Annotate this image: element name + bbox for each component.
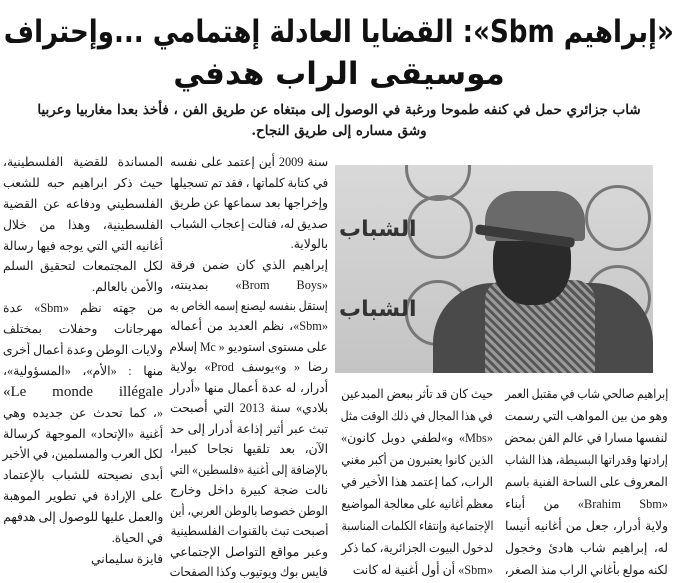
text-line: بالإضافة إلى أغنية «فلسطين» التي (170, 462, 328, 477)
headline-line-1: «إبراهيم Sbm»: القضايا العادلة إهتمامي ...وإحتراف (3, 14, 675, 50)
text-line: الآن، بعد تلقيها نجاحا كبيرا، (170, 442, 328, 456)
text-line: منها : «الأم»، «المسؤولية»، (3, 363, 163, 378)
text-line: سنة 2009 أين إعتمد على نفسه (170, 155, 328, 169)
text-line: والأمن بالعالم. (92, 280, 163, 295)
subheadline-line-1: شاب جزائري حمل في كنفه طموحا ورغبة في الوصول إلى مبتغاه عن طريق الفن ، فأخذ بعدا مغاربيا وعربيا (37, 102, 641, 118)
text-line: من جهته نظم «Sbm» عدة (3, 301, 163, 316)
text-line: صديق له، فنالت إعجاب الشباب (170, 216, 328, 231)
text-line: «Sbm»، نظم العديد من أعماله (170, 319, 328, 333)
text-line: وعبر مواقع التواصل الإجتماعي (170, 544, 328, 559)
text-line: إبراهيم صالحي شاب في مقتبل العمر (505, 387, 668, 401)
text-line: له، إبراهيم شاب هادئ وخجول (505, 541, 668, 555)
author-byline: فايزة سليماني (91, 551, 163, 566)
text-line: الوطن خصوصا بالوطن العربي، أين (170, 503, 328, 518)
text-line: المعروف على الساحة الفنية باسم (505, 475, 668, 489)
text-line: الراب، كما إعتمد هذا الأخير في (341, 475, 493, 489)
text-line: الذين كانوا يعتبرون من أكبر مغني (340, 453, 493, 467)
text-line: لكنه مولع بأغاني الراب منذ الصغر، (505, 563, 668, 577)
text-line: «Sbm» أن أول أغنية له كانت (352, 563, 493, 577)
backdrop-emblem (585, 185, 651, 251)
text-line: لدخول البيوت الجزائرية، كما ذكر (341, 541, 493, 555)
text-line: حيث كان قد تأثر ببعض المبدعين (341, 387, 493, 401)
text-line: ولاية أدرار، جعل من أغانيه أنيسا (505, 519, 668, 533)
text-line: الفلسطيني ودفاعه عن القضية (3, 196, 163, 211)
text-line: رضا « و»يوسف Prod» بولاية (170, 360, 328, 374)
text-line: مهرجانات وحفلات بمختلف (3, 322, 163, 337)
text-line: حيث ذكر ابراهيم حبه للشعب (3, 175, 163, 190)
text-line: وإخراجها بعد سماعها عن طريق (170, 196, 328, 210)
headline-line-2: موسيقى الراب هدفي (173, 56, 505, 92)
text-line: إرادتها وقدراتها البسيطة، هذا الشاب (504, 453, 668, 467)
text-line: المساندة للقضية الفلسطينية، (3, 155, 163, 169)
text-line: إبراهيم الذي كان ضمن فرقة (170, 257, 328, 272)
subheadline-line-2: وشق مساره إلى طريق النجاح. (251, 123, 427, 139)
text-line: إستقل بنفسه ليصنع إسمه الخاص به (169, 298, 328, 313)
text-line: أغانيه التي التي يوجه فيها رسالة (3, 238, 163, 253)
text-line: أدرار، له عدة أعمال منها «أدرار (170, 380, 328, 395)
text-line: ولايات الوطن وعدة أعمال أخرى (3, 343, 163, 358)
article-column-3 (170, 152, 328, 583)
text-line: أبدى نصيحته للشباب بالإعتماد (3, 468, 163, 483)
article-column-4 (3, 152, 163, 570)
backdrop-emblem (407, 195, 473, 259)
backdrop-logo: الشباب (339, 297, 417, 322)
text-line: في كتابة كلماتها ، فقد تم تسجيلها (169, 175, 328, 190)
text-line: Le monde illégale» (3, 383, 163, 400)
text-line: على الإرادة في تطوير الموهبة (3, 489, 163, 504)
article-column-1 (505, 383, 668, 581)
text-line: بالولاية. (290, 237, 328, 251)
text-line: تبث عبر أثير إذاعة أدرار إلى حد (170, 421, 328, 436)
text-line: «Brahim Sbm» من أبناء (505, 497, 669, 511)
text-line: على مستوى استوديو « Mc إسلام (170, 339, 328, 354)
text-line: لكل العرب والمسلمين، في الأخير (3, 447, 163, 462)
article-column-2 (341, 383, 493, 581)
backdrop-logo: الشباب (339, 217, 417, 242)
text-line: الإجتماعية وإنتقاء الكلمات المناسبة (340, 519, 493, 533)
text-line: في هذا المجال في ذلك الوقت مثل (341, 409, 493, 423)
text-line: «Brom Boys» بمدينته، (170, 278, 328, 292)
text-line: الفلسطينية، وهذا من خلال (3, 217, 163, 232)
text-line: أصبحت تبث بالقنوات الفلسطينية (169, 524, 328, 538)
article-photo (335, 165, 653, 373)
text-line: معظم أغانيه على معالجة المواضيع (341, 497, 493, 511)
text-line: أغنية «الإتحاد» الموجهة كرسالة (3, 426, 163, 441)
text-line: لنفسها مسارا في عالم الفن بمحض (504, 431, 668, 445)
text-line: والعمل عليها للوصول إلى هدفهم (3, 510, 163, 525)
text-line: نالت ضجة كبيرة داخل وخارج (170, 483, 328, 497)
text-line: «، كما تحدث عن جديده وهي (3, 405, 163, 420)
text-line: وهو من بين المواهب التي رسمت (505, 409, 668, 423)
text-line: «Mbs» و»لطفي دوبل كانون» (341, 431, 493, 445)
text-line: بلادي» سنة 2013 التي أصبحت (170, 401, 328, 415)
text-line: فايس بوك ويوتيوب وكذا الصفحات (169, 565, 328, 579)
text-line: في الحياة. (111, 531, 163, 546)
text-line: لكل المجتمعات لتحقيق السلم (3, 259, 163, 274)
